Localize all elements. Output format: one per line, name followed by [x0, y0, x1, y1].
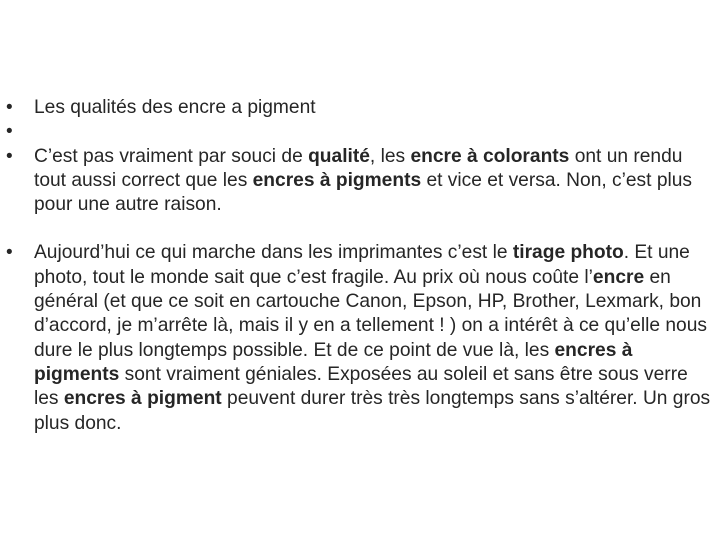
bullet-item-2 [6, 120, 714, 144]
bullet-item-3 [6, 145, 714, 218]
bullet-text-segment: en général (et que ce soit en cartouche Canon, Epson, HP, Brother, Lexmark, bon d’accord, je m’arrête là, mais il y en a tellement ! ) on a intérêt à ce qu’elle nous dure le plus longtemps possible. Et de ce point de vue là, les [34, 266, 707, 361]
bullet-dot: • [6, 121, 13, 143]
bullet-bold-segment: qualité [308, 145, 370, 167]
bullet-dot: • [6, 145, 13, 167]
bullet-text-segment: peuvent durer très très longtemps sans s’altérer. Un gros plus donc. [34, 388, 711, 434]
bullet-list [6, 96, 714, 436]
bullet-bold-segment: encres à pigments [252, 169, 422, 191]
bullet-dot: • [6, 242, 13, 264]
bullet-text-segment: sont vraiment géniales. Exposées au soleil et sans être sous verre les [34, 363, 688, 410]
bullet-text-segment: Aujourd’hui ce qui marche dans les imprimantes c’est le [34, 242, 513, 264]
bullet-dot: • [6, 97, 13, 118]
bullet-bold-segment: encres à pigment [63, 388, 222, 410]
bullet-bold-segment: tirage photo [512, 242, 624, 264]
bullet-bold-segment: encre [592, 266, 645, 288]
bullet-text-segment: C’est pas vraiment par souci de [34, 145, 309, 167]
bullet-text-segment: . Et une photo, tout le monde sait que c’est fragile. Au prix où nous coûte l’ [34, 242, 690, 288]
bullet-text-segment: , les [369, 145, 411, 167]
bullet-item-4 [6, 241, 714, 435]
bullet-bold-segment: encre à colorants [410, 145, 570, 167]
bullet-bold-segment: encres à pigments [34, 339, 633, 385]
bullet-text-segment: ont un rendu tout aussi correct que les [34, 145, 683, 191]
bullet-text: Les qualités des encre a pigment [34, 97, 316, 118]
bullet-text-segment: et vice et versa. Non, c’est plus pour une autre raison. [34, 169, 693, 216]
bullet-item-1 [6, 96, 714, 120]
